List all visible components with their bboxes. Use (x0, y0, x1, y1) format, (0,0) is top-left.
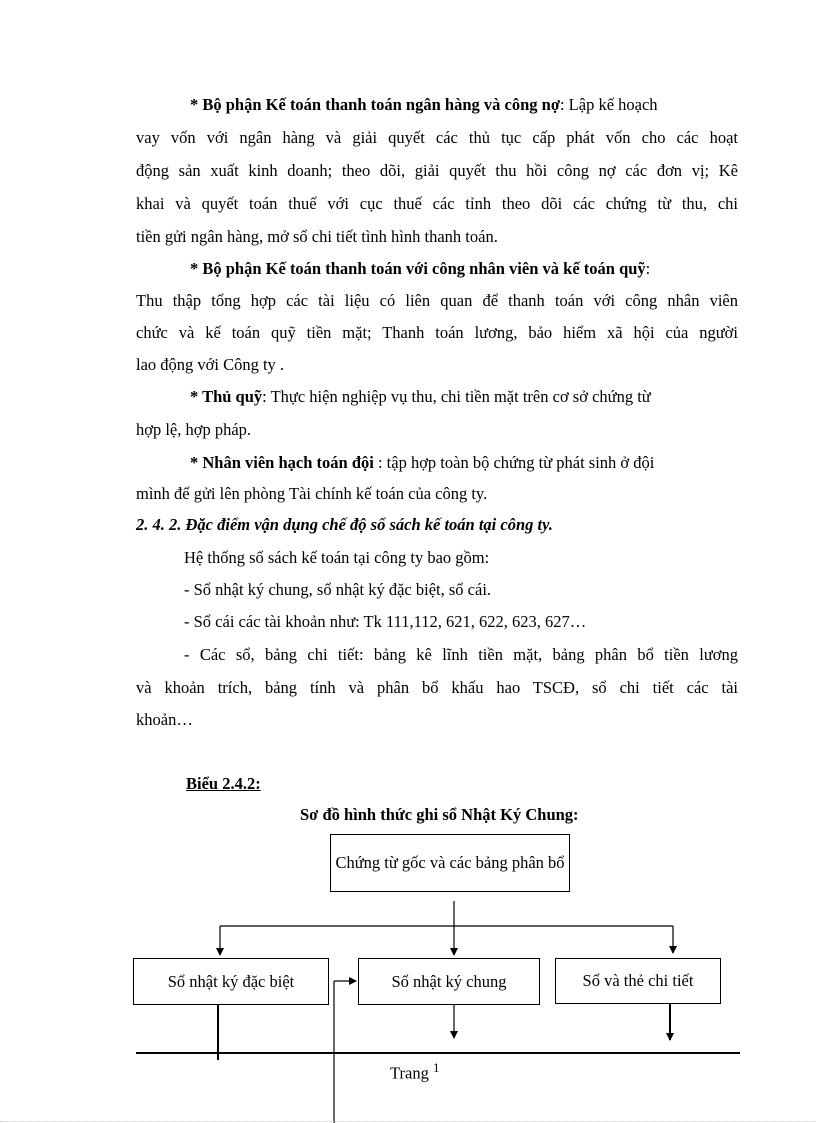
paragraph-2-text: : (645, 259, 651, 278)
general-journal-box: Sổ nhật ký chung (358, 958, 540, 1005)
paragraph-2-lead: * Bộ phận Kế toán thanh toán với công nhân viên và kế toán quỹ (190, 259, 646, 278)
list-item: - Các sổ, bảng chi tiết: bảng kê lĩnh tiền mặt, bảng phân bổ tiền lương (184, 645, 738, 664)
paragraph-4-line-2: mình để gửi lên phòng Tài chính kế toán của công ty. (136, 484, 488, 503)
paragraph-3-text: : Thực hiện nghiệp vụ thu, chi tiền mặt trên cơ sở chứng từ (262, 387, 651, 406)
paragraph-2-line-2: Thu thập tổng hợp các tài liệu có liên quan để thanh toán với công nhân viên (136, 291, 738, 310)
detail-ledger-box: Sổ và thẻ chi tiết (555, 958, 721, 1004)
paragraph-2-line-3: chức và kế toán quỹ tiền mặt; Thanh toán lương, bảo hiểm xã hội của người (136, 323, 738, 342)
page-label: Trang (390, 1063, 429, 1083)
source-documents-box: Chứng từ gốc và các bảng phân bổ (330, 834, 570, 892)
paragraph-4-text: : tập hợp toàn bộ chứng từ phát sinh ở đội (373, 453, 655, 472)
list-item-continuation: khoản… (136, 710, 193, 729)
paragraph-1-lead: * Bộ phận Kế toán thanh toán ngân hàng và công nợ (190, 95, 560, 114)
figure-label: Biểu 2.4.2: (186, 774, 261, 793)
paragraph-2-line-4: lao động với Công ty . (136, 355, 285, 374)
page-number: 1 (432, 1060, 440, 1075)
figure-title: Sơ đồ hình thức ghi sổ Nhật Ký Chung: (300, 805, 579, 824)
paragraph-1-line-5: tiền gửi ngân hàng, mở sổ chi tiết tình hình thanh toán. (136, 227, 498, 246)
paragraph-1-line-4: khai và quyết toán thuế với cục thuế các tỉnh theo dõi các chứng từ thu, chi (136, 194, 738, 213)
list-intro: Hệ thống sổ sách kế toán tại công ty bao gồm: (184, 548, 490, 567)
page-bottom-edge (0, 1121, 816, 1122)
paragraph-1-line-2: vay vốn với ngân hàng và giải quyết các thủ tục cấp phát vốn cho các hoạt (136, 128, 738, 147)
paragraph-4-lead: * Nhân viên hạch toán đội (190, 453, 374, 472)
paragraph-3-line-2: hợp lệ, hợp pháp. (136, 420, 252, 439)
list-item-continuation: và khoản trích, bảng tính và phân bổ khấu hao TSCĐ, sổ chi tiết các tài (136, 678, 738, 697)
paragraph-3-lead: * Thủ quỹ (190, 387, 263, 406)
paragraph-1-text: : Lập kế hoạch (559, 95, 658, 114)
page-footer (390, 1058, 439, 1084)
list-item: - Sổ cái các tài khoản như: Tk 111,112, 621, 622, 623, 627… (184, 612, 587, 631)
special-journal-box: Sổ nhật ký đặc biệt (133, 958, 329, 1005)
section-heading: 2. 4. 2. Đặc điểm vận dụng chế độ sổ sách kế toán tại công ty. (136, 515, 553, 534)
list-item: - Sổ nhật ký chung, sổ nhật ký đặc biệt, sổ cái. (184, 580, 492, 599)
paragraph-1-line-3: động sản xuất kinh doanh; theo dõi, giải quyết thu hồi công nợ các đơn vị; Kê (136, 161, 738, 180)
